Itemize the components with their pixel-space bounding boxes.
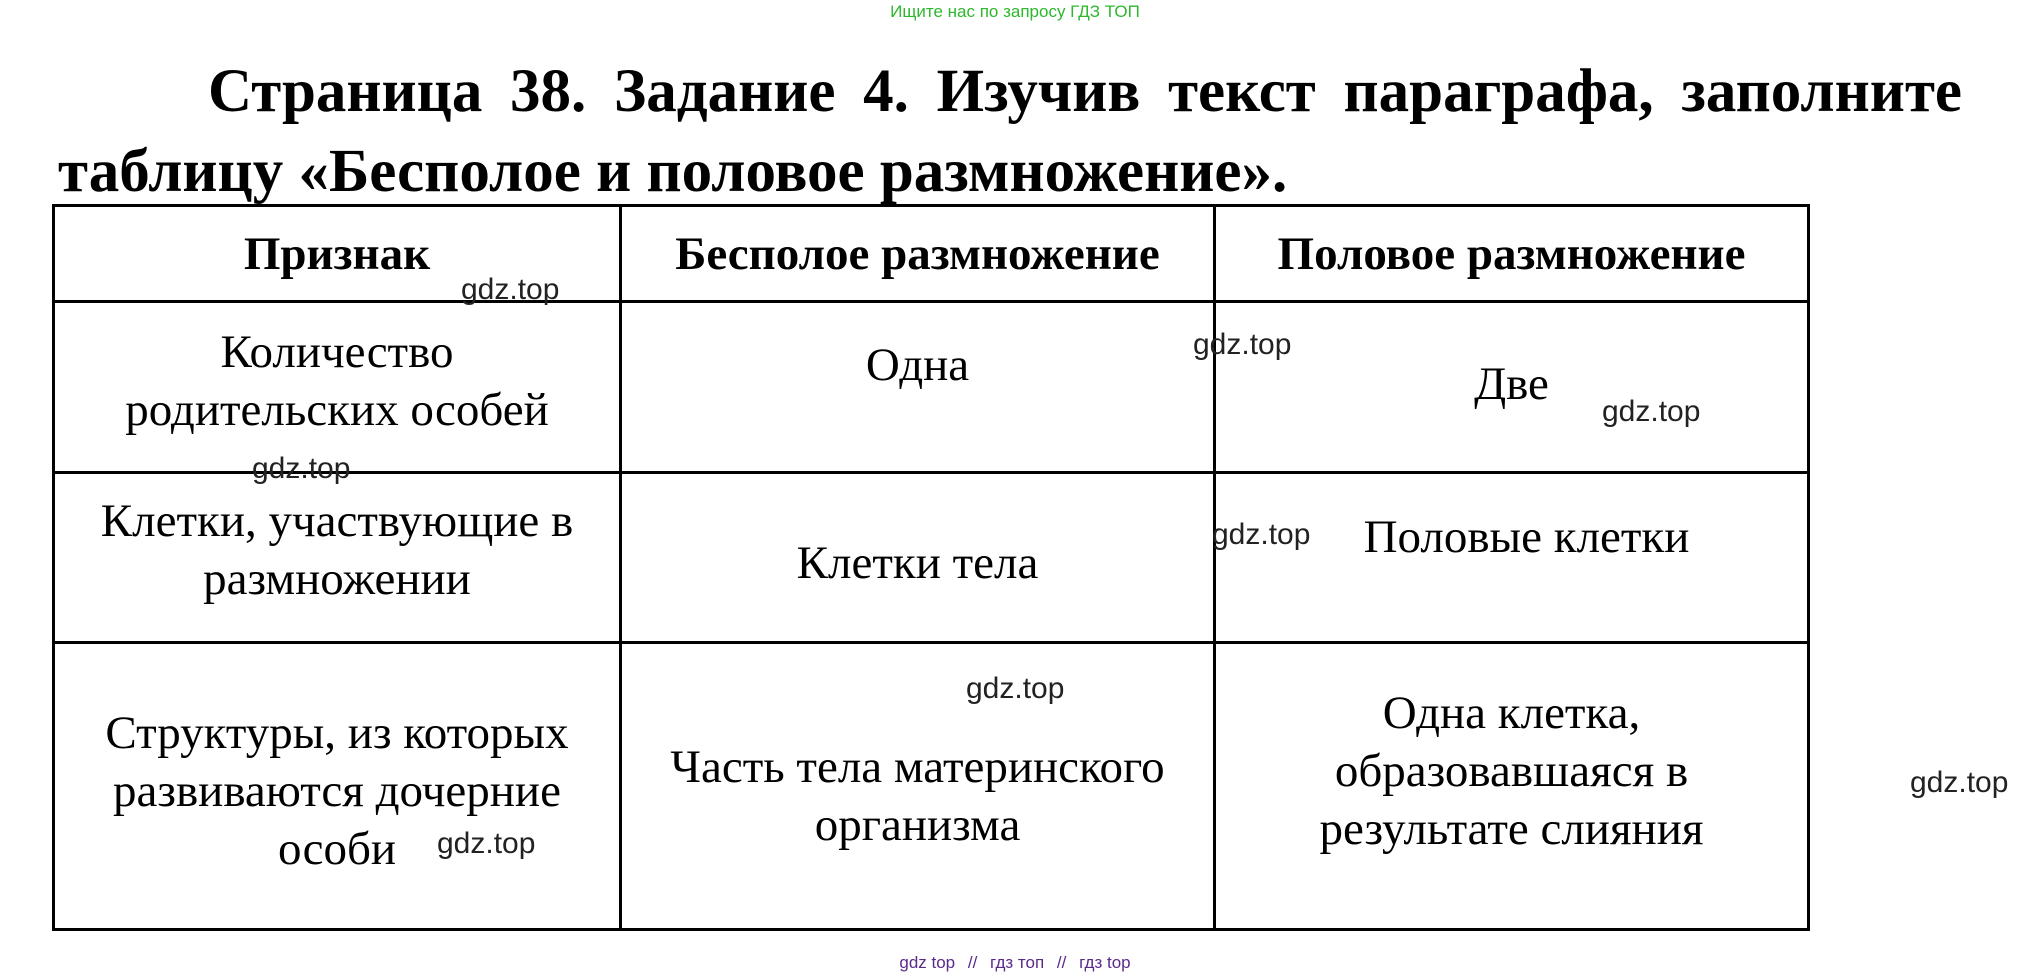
cell-line: организма xyxy=(814,799,1021,851)
table-row xyxy=(54,302,1809,473)
watermark: gdz.top xyxy=(1910,766,2009,799)
cell-sexual xyxy=(1215,643,1809,930)
title-line-1: Страница 38. Задание 4. Изучив текст параграфа, заполните xyxy=(208,58,1962,125)
reproduction-table xyxy=(52,204,1810,931)
cell-asexual xyxy=(621,643,1215,930)
watermark: gdz.top xyxy=(437,827,536,860)
footer xyxy=(0,953,2030,973)
watermark: gdz.top xyxy=(1602,395,1701,428)
watermark: gdz.top xyxy=(252,452,351,485)
cell-line: Две xyxy=(1474,358,1549,410)
cell-line: Клетки, участвующие в xyxy=(100,495,574,547)
cell-line: образовавшаяся в xyxy=(1334,745,1689,797)
cell-sexual xyxy=(1215,473,1809,643)
watermark: gdz.top xyxy=(461,273,560,306)
footer-separator: // xyxy=(1056,953,1067,972)
cell-line: результате слияния xyxy=(1319,803,1704,855)
watermark: gdz.top xyxy=(1212,518,1311,551)
footer-separator: // xyxy=(967,953,978,972)
cell-line: особи xyxy=(277,823,397,875)
title-line-2: таблицу «Бесполое и половое размножение». xyxy=(58,138,1288,205)
footer-text-3: гдз top xyxy=(1079,953,1131,972)
cell-line: размножении xyxy=(203,553,471,605)
cell-line: Количество xyxy=(220,326,454,378)
table-row xyxy=(54,473,1809,643)
cell-feature xyxy=(54,643,621,930)
watermark: gdz.top xyxy=(1193,328,1292,361)
table-header-row xyxy=(54,206,1809,302)
cell-sexual xyxy=(1215,302,1809,473)
header-sexual: Половое размножение xyxy=(1215,206,1809,302)
cell-line: родительских особей xyxy=(125,384,549,436)
cell-line: Структуры, из которых xyxy=(105,707,569,759)
cell-line: развиваются дочерние xyxy=(113,765,561,817)
cell-line: Клетки тела xyxy=(796,536,1039,589)
header-feature: Признак xyxy=(54,206,621,302)
footer-text-1: gdz top xyxy=(899,953,956,972)
cell-line: Половые клетки xyxy=(1363,511,1690,563)
watermark: gdz.top xyxy=(966,672,1065,705)
page-title xyxy=(58,52,1962,212)
cell-asexual xyxy=(621,473,1215,643)
header-asexual: Бесполое размножение xyxy=(621,206,1215,302)
cell-feature xyxy=(54,473,621,643)
top-note: Ищите нас по запросу ГДЗ ТОП xyxy=(890,2,1140,21)
cell-line: Одна xyxy=(865,339,970,391)
footer-text-2: гдз топ xyxy=(990,953,1045,972)
cell-feature xyxy=(54,302,621,473)
cell-line: Часть тела материнского xyxy=(670,741,1165,793)
table-row xyxy=(54,643,1809,930)
cell-line: Одна клетка, xyxy=(1382,687,1641,739)
cell-asexual xyxy=(621,302,1215,473)
